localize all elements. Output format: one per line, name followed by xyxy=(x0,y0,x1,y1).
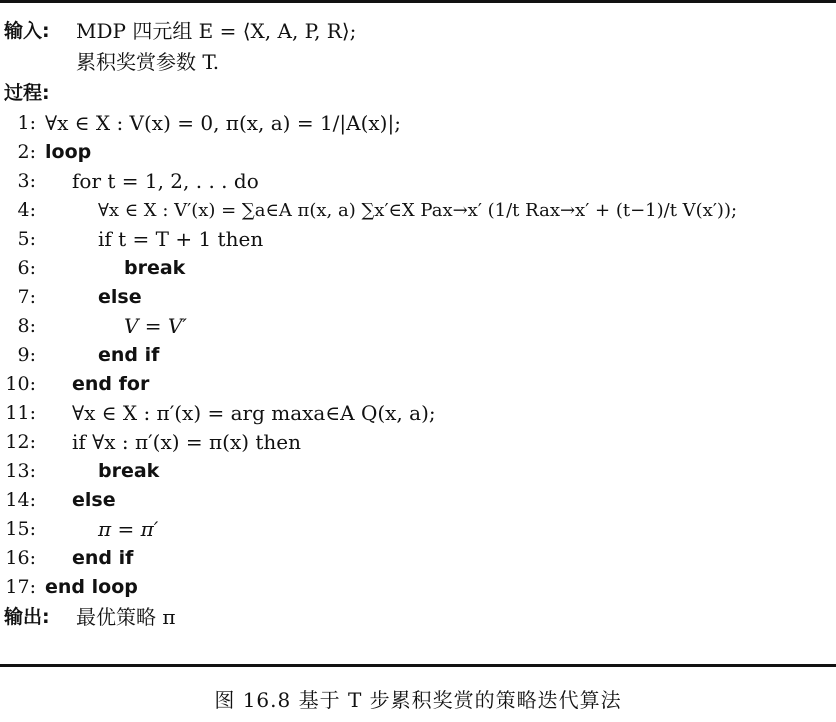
step-number: 2: xyxy=(17,141,36,163)
step-number: 7: xyxy=(17,286,36,308)
step-9 xyxy=(0,341,836,370)
step-4 xyxy=(0,196,836,225)
step-1 xyxy=(0,109,836,138)
step-12 xyxy=(0,428,836,457)
step-number: 17: xyxy=(5,576,36,598)
step-13 xyxy=(0,457,836,486)
step-6 xyxy=(0,254,836,283)
step-number: 9: xyxy=(17,344,36,366)
input-line-2 xyxy=(0,47,836,78)
step-number: 13: xyxy=(5,460,36,482)
input-label: 输入: xyxy=(4,20,50,42)
step-number: 15: xyxy=(5,518,36,540)
step-text: end loop xyxy=(45,576,138,598)
output-label: 输出: xyxy=(4,606,50,628)
step-text: end for xyxy=(72,373,150,395)
algorithm-box xyxy=(0,16,836,633)
input-line-1 xyxy=(0,16,836,47)
output-text: 最优策略 π xyxy=(76,605,176,629)
step-text: else xyxy=(98,286,142,308)
step-7 xyxy=(0,283,836,312)
figure-caption: 图 16.8 基于 T 步累积奖赏的策略迭代算法 xyxy=(214,688,622,712)
step-15 xyxy=(0,515,836,544)
step-text: π = π′ xyxy=(98,517,159,541)
top-rule xyxy=(0,0,836,3)
step-8 xyxy=(0,312,836,341)
step-number: 16: xyxy=(5,547,36,569)
process-line xyxy=(0,78,836,109)
step-14 xyxy=(0,486,836,515)
step-number: 5: xyxy=(17,228,36,250)
step-16 xyxy=(0,544,836,573)
step-text: ∀x ∈ X : V′(x) = ∑a∈A π(x, a) ∑x′∈X Pax→x′ (1/t Rax→x′ + (t−1)/t V(x′)); xyxy=(98,200,738,221)
step-text: end if xyxy=(72,547,134,569)
step-number: 3: xyxy=(17,170,36,192)
step-10 xyxy=(0,370,836,399)
step-number: 8: xyxy=(17,315,36,337)
step-number: 4: xyxy=(17,199,36,221)
output-line xyxy=(0,602,836,633)
step-number: 14: xyxy=(5,489,36,511)
step-text: if t = T + 1 then xyxy=(98,227,264,251)
step-number: 1: xyxy=(17,112,36,134)
bottom-rule xyxy=(0,664,836,667)
step-5 xyxy=(0,225,836,254)
step-text: ∀x ∈ X : V(x) = 0, π(x, a) = 1/|A(x)|; xyxy=(45,111,401,135)
step-text: loop xyxy=(45,141,92,163)
step-11 xyxy=(0,399,836,428)
step-17 xyxy=(0,573,836,602)
step-text: for t = 1, 2, . . . do xyxy=(72,169,259,193)
step-text: end if xyxy=(98,344,160,366)
step-number: 11: xyxy=(5,402,36,424)
input-text-1: MDP 四元组 E = ⟨X, A, P, R⟩; xyxy=(76,19,357,43)
step-text: break xyxy=(124,257,186,279)
step-text: if ∀x : π′(x) = π(x) then xyxy=(72,430,302,454)
step-number: 12: xyxy=(5,431,36,453)
step-text: else xyxy=(72,489,116,511)
step-number: 6: xyxy=(17,257,36,279)
step-text: break xyxy=(98,460,160,482)
process-label: 过程: xyxy=(4,82,50,104)
step-number: 10: xyxy=(5,373,36,395)
step-2 xyxy=(0,138,836,167)
step-text: V = V′ xyxy=(124,314,187,338)
step-3 xyxy=(0,167,836,196)
step-text: ∀x ∈ X : π′(x) = arg maxa∈A Q(x, a); xyxy=(72,401,436,425)
input-text-2: 累积奖赏参数 T. xyxy=(76,50,220,74)
